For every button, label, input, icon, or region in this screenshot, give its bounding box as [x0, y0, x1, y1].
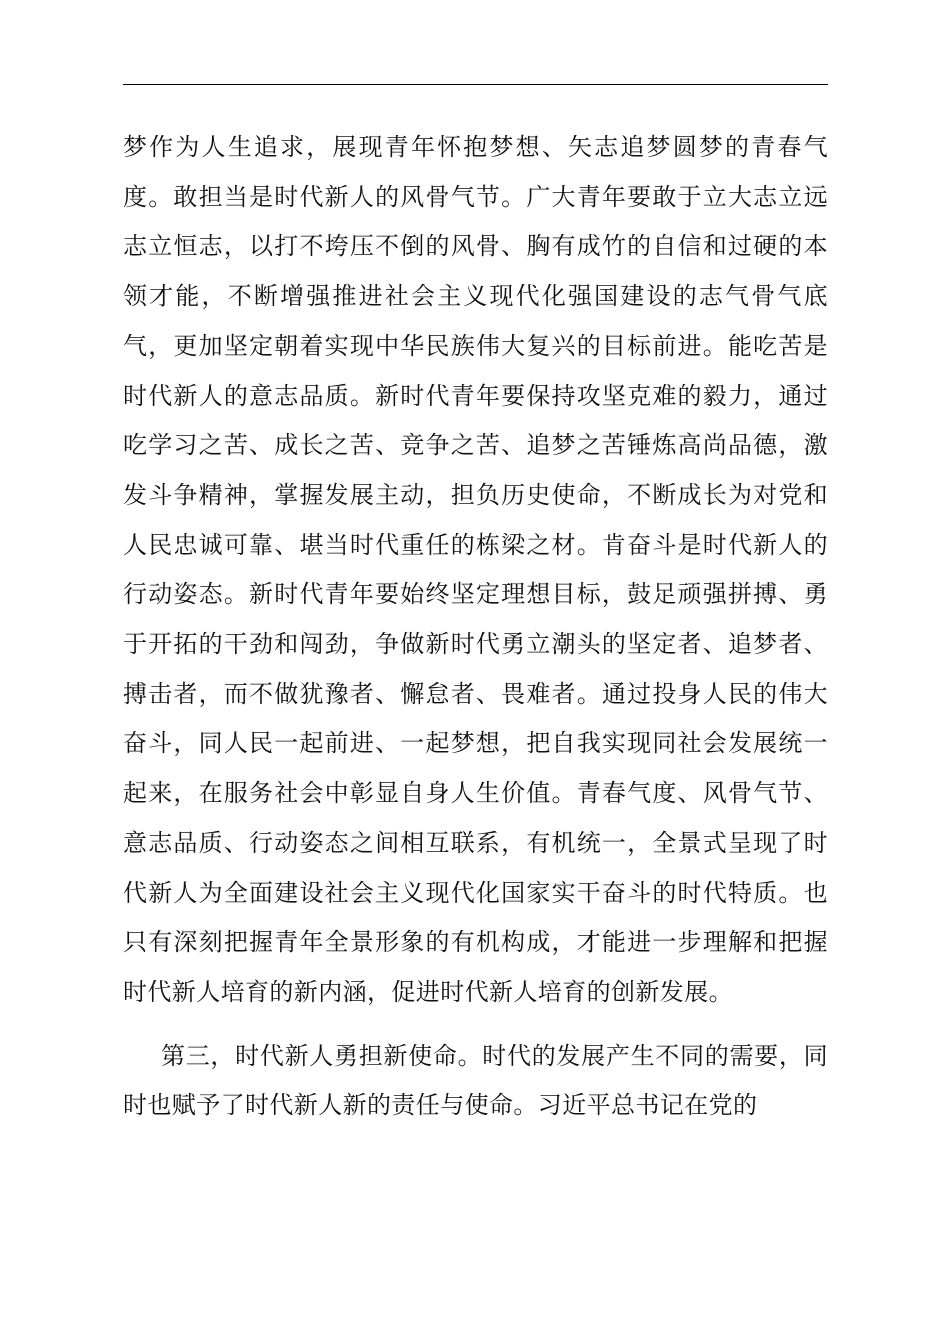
paragraph-continued: 梦作为人生追求，展现青年怀抱梦想、矢志追梦圆梦的青春气度。敢担当是时代新人的风骨气节。广大青年要敢于立大志立远志立恒志，以打不垮压不倒的风骨、胸有成竹的自信和过硬的本领才能，不断增强推进社会主义现代化强国建设的志气骨气底气，更加坚定朝着实现中华民族伟大复兴的目标前进。能吃苦是时代新人的意志品质。新时代青年要保持攻坚克难的毅力，通过吃学习之苦、成长之苦、竞争之苦、追梦之苦锤炼高尚品德，激发斗争精神，掌握发展主动，担负历史使命，不断成长为对党和人民忠诚可靠、堪当时代重任的栋梁之材。肯奋斗是时代新人的行动姿态。新时代青年要始终坚定理想目标，鼓足顽强拼搏、勇于开拓的干劲和闯劲，争做新时代勇立潮头的坚定者、追梦者、搏击者，而不做犹豫者、懈怠者、畏难者。通过投身人民的伟大奋斗，同人民一起前进、一起梦想，把自我实现同社会发展统一起来，在服务社会中彰显自身人生价值。青春气度、风骨气节、意志品质、行动姿态之间相互联系，有机统一，全景式呈现了时代新人为全面建设社会主义现代化国家实干奋斗的时代特质。也只有深刻把握青年全景形象的有机构成，才能进一步理解和把握时代新人培育的新内涵，促进时代新人培育的创新发展。 [123, 133, 828, 1006]
paragraph-third-point: 第三，时代新人勇担新使命。时代的发展产生不同的需要，同时也赋予了时代新人新的责任与使命。习近平总书记在党的 [123, 1041, 828, 1120]
document-body [123, 123, 828, 1131]
header-rule [123, 84, 828, 85]
